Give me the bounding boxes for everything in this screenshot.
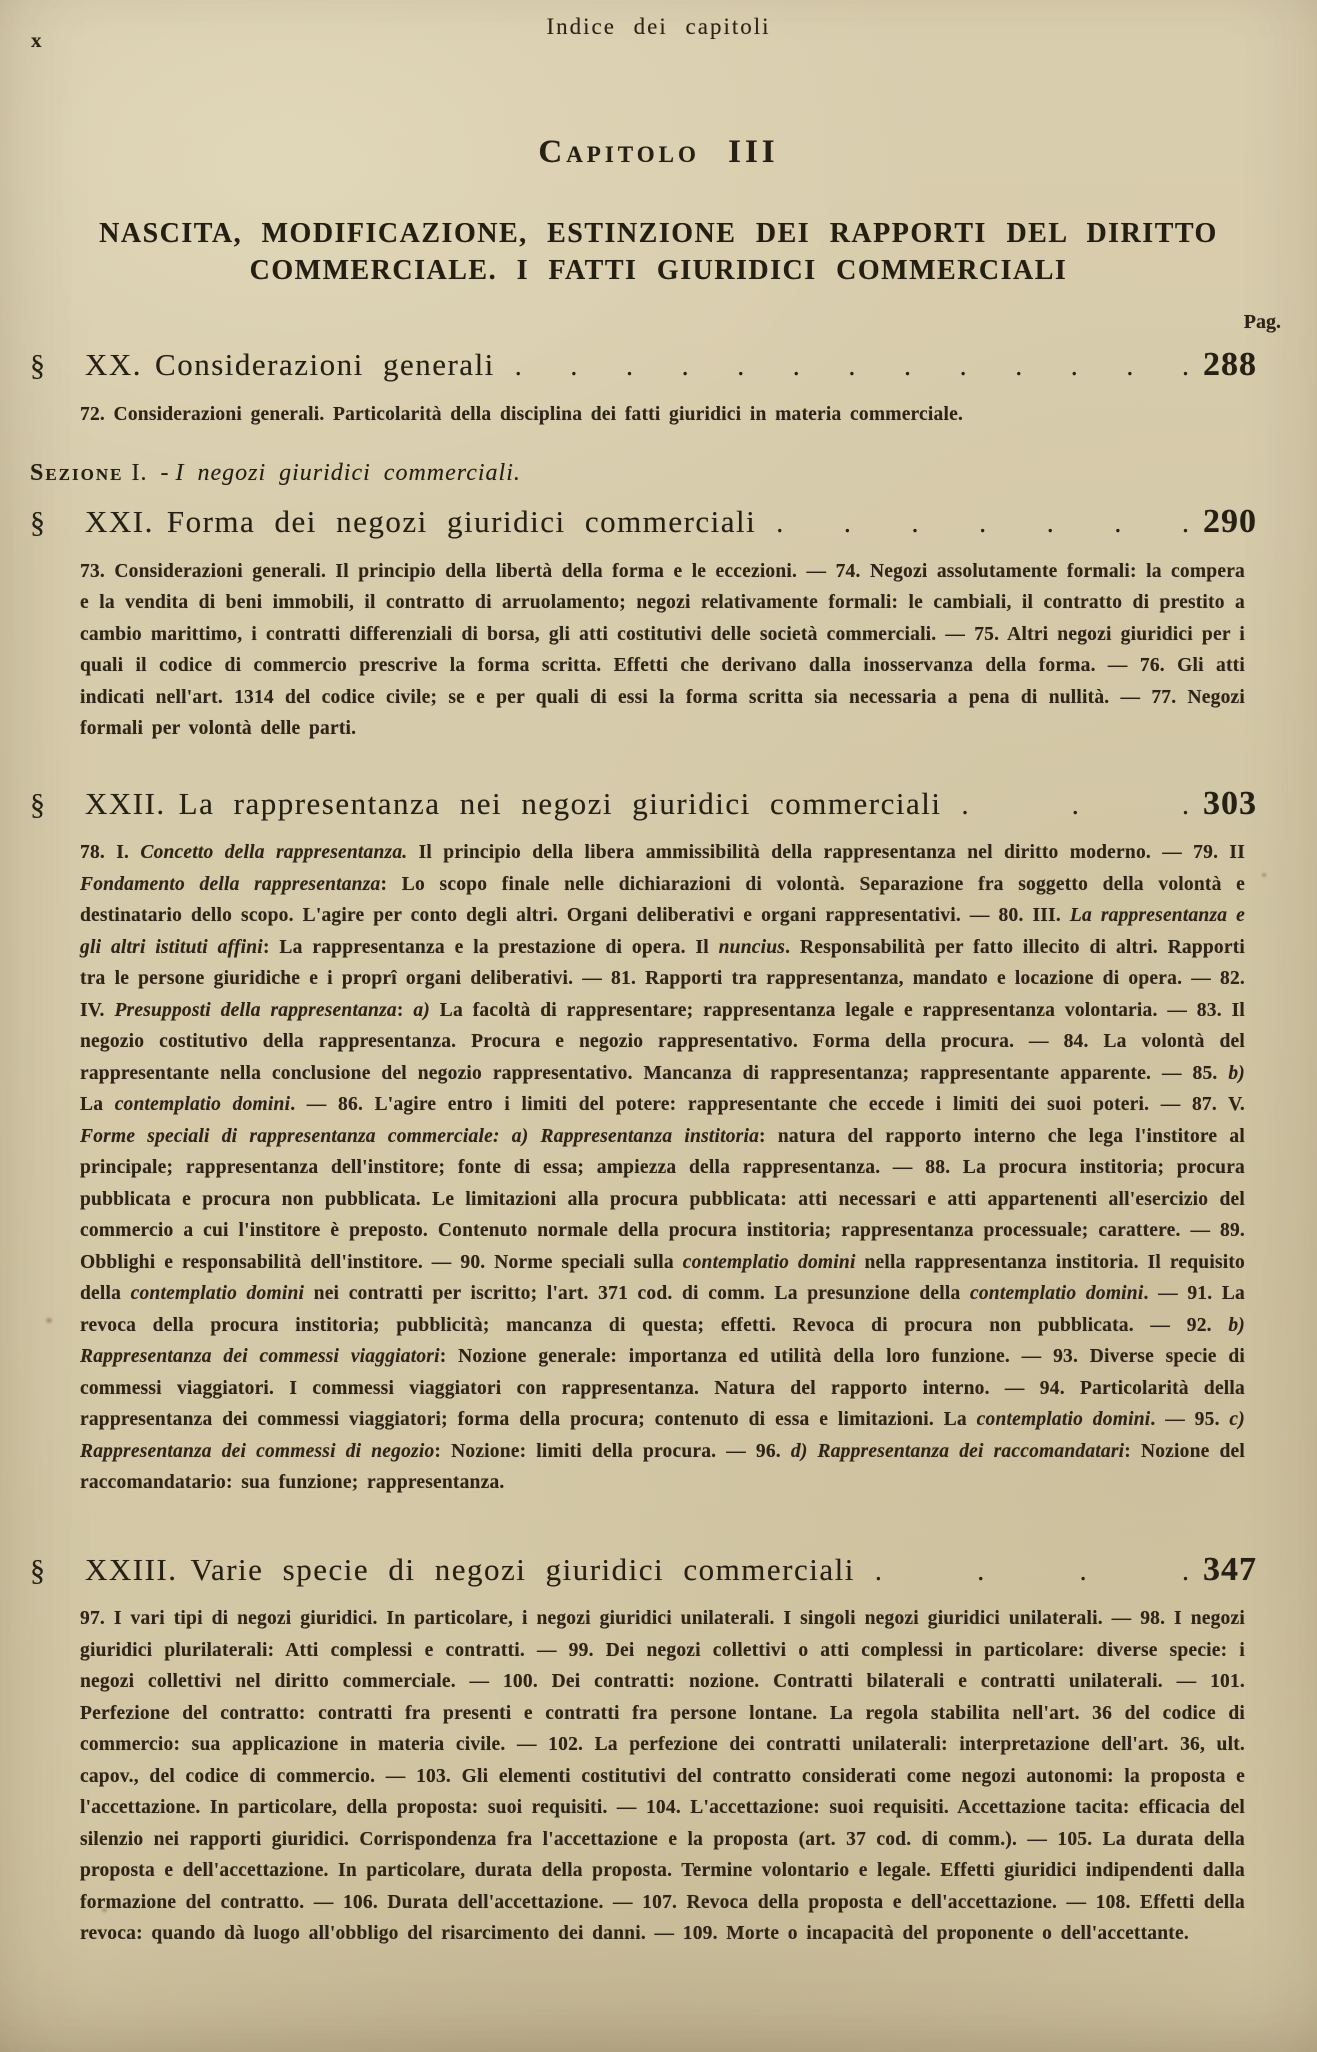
toc-entry-xxi	[0, 501, 1317, 745]
entry-numeral: XXIII.	[85, 1551, 178, 1587]
section-numeral: I. -	[131, 460, 170, 486]
chapter-title-line1: NASCITA, MODIFICAZIONE, ESTINZIONE DEI RAPPORTI DEL DIRITTO	[99, 218, 1218, 249]
entry-numeral: XX.	[85, 347, 143, 382]
section-title: I negozi giuridici commerciali.	[175, 460, 521, 486]
entry-numeral: XXI.	[85, 504, 154, 539]
entry-page-number: 303	[1203, 784, 1257, 822]
entry-title: La rappresentanza nei negozi giuridici commerciali	[178, 785, 942, 821]
chapter-title-line2: COMMERCIALE. I FATTI GIURIDICI COMMERCIALI	[249, 255, 1068, 286]
leader-dots: . . .	[961, 789, 1189, 821]
leader-dots: . . . . . . .	[776, 508, 1189, 539]
section-heading	[30, 460, 1317, 487]
toc-entry-xxii	[0, 783, 1317, 1499]
entry-summary: 97. I vari tipi di negozi giuridici. In particolare, i negozi giuridici unilaterali. I singoli negozi giuridici unilaterali. — 98. I negozi giuridici plurilaterali: Atti complessi e contratti. — 99. Dei negozi collettivi o atti complessi in particolare: diverse specie: i negozi collettivi nel diritto commerciale. — 100. Dei contratti: nozione. Contratti bilaterali e contratti unilaterali. — 101. Perfezione del contratto: contratti fra presenti e contratti fra persone lontane. La regola stabilita nell'art. 36 del codice di commercio: sua applicazione in materia civile. — 102. La perfezione dei contratti unilaterali: interpretazione dell'art. 36, ult. capov., del codice di commercio. — 103. Gli elementi costitutivi del contratto considerati come negozi autonomi: la proposta e l'accettazione. In particolare, della proposta: suoi requisiti. — 104. L'accettazione: suoi requisiti. Accettazione tacita: efficacia del silenzio nei rapporti giuridici. Corrispondenza fra l'accettazione e la proposta (art. 37 cod. di comm.). — 105. La durata della proposta e dell'accettazione. In particolare, durata della proposta. Termine volontario e legale. Effetti giuridici indipendenti dalla formazione del contratto. — 106. Durata dell'accettazione. — 107. Revoca della proposta e dell'accettazione. — 108. Effetti della revoca: quando dà luogo all'obbligo del risarcimento dei danni. — 109. Morte o incapacità del proponente o dell'accettante.	[80, 1608, 1245, 1944]
entry-title: Varie specie di negozi giuridici commerciali	[190, 1551, 855, 1587]
paper-speck	[102, 1908, 107, 1912]
toc-entry-heading	[30, 783, 1257, 826]
section-symbol: §	[30, 506, 47, 539]
paper-speck	[46, 1318, 52, 1323]
entry-summary: 78. I. Concetto della rappresentanza. Il principio della libera ammissibilità della rappresentanza nel diritto moderno. — 79. II Fondamento della rappresentanza: Lo scopo finale nelle dichiarazioni di volontà. Separazione fra soggetto della volontà e destinatario dello scopo. L'agire per conto degli altri. Organi deliberativi e organi rappresentativi. — 80. III. La rappresentanza e gli altri istituti affini: La rappresentanza e la prestazione di opera. Il nuncius. Responsabilità per fatto illecito di altri. Rapporti tra le persone giuridiche e i proprî organi deliberativi. — 81. Rapporti tra rappresentanza, mandato e locazione di opera. — 82. IV. Presupposti della rappresentanza: a) La facoltà di rappresentare; rappresentanza legale e rappresentanza volontaria. — 83. Il negozio costitutivo della rappresentanza. Procura e negozio rappresentativo. Forma della procura. — 84. La volontà del rappresentante nella conclusione del negozio rappresentativo. Mancanza di rappresentanza; rappresentante apparente. — 85. b) La contemplatio domini. — 86. L'agire entro i limiti del potere: rappresentante che eccede i limiti dei suoi poteri. — 87. V. Forme speciali di rappresentanza commerciale: a) Rappresentanza institoria: natura del rapporto interno che lega l'institore al principale; rappresentanza dell'institore; fonte di essa; ampiezza della rappresentanza. — 88. La procura institoria; procura pubblicata e procura non pubblicata. Le limitazioni alla procura pubblicata: atti necessari e atti appartenenti all'esercizio del commercio a cui l'institore è preposto. Contenuto normale della procura institoria; rappresentanza processuale; carattere. — 89. Obblighi e responsabilità dell'institore. — 90. Norme speciali sulla contemplatio domini nella rappresentanza institoria. Il requisito della contemplatio domini nei contratti per iscritto; l'art. 371 cod. di comm. La presunzione della contemplatio domini. — 91. La revoca della procura institoria; pubblicità; mancanza di questa; effetti. Revoca di procura non pubblicata. — 92. b) Rappresentanza dei commessi viaggiatori: Nozione generale: importanza ed utilità della loro funzione. — 93. Diverse specie di commessi viaggiatori. I commessi viaggiatori con rappresentanza. Natura del rapporto interno. — 94. Particolarità della rappresentanza dei commessi viaggiatori; forma della procura; contenuto di essa e limitazioni. La contemplatio domini. — 95. c) Rappresentanza dei commessi di negozio: Nozione: limiti della procura. — 96. d) Rappresentanza dei raccomandatari: Nozione del raccomandatario: sua funzione; rappresentanza.	[80, 842, 1246, 1493]
toc-entry-heading	[30, 501, 1257, 544]
section-symbol: §	[30, 787, 47, 821]
toc-entry-xxiii	[0, 1549, 1317, 1950]
entry-title: Forma dei negozi giuridici commerciali	[166, 504, 757, 539]
entry-summary: 73. Considerazioni generali. Il principio della libertà della forma e le eccezioni. — 74. Negozi assolutamente formali: la compera e la vendita di beni immobili, il contratto di arruolamento; negozi relativamente formali: le cambiali, il contratto di prestito a cambio marittimo, i contratti differenziali di borsa, gli atti costitutivi delle società commerciali. — 75. Altri negozi giuridici per i quali il codice di commercio prescrive la forma scritta. Effetti che derivano dalla inosservanza della forma. — 76. Gli atti indicati nell'art. 1314 del codice civile; se e per quali di essi la forma scritta sia necessaria a pena di nullità. — 77. Negozi formali per volontà delle parti.	[80, 560, 1245, 739]
section-symbol: §	[30, 349, 47, 382]
entry-page-number: 347	[1203, 1550, 1257, 1588]
entry-title: Considerazioni generali	[155, 347, 495, 382]
leader-dots: . . . .	[874, 1555, 1189, 1587]
chapter-kicker: Capitolo III	[538, 134, 779, 170]
page-number: x	[31, 28, 42, 52]
section-label: Sezione	[30, 460, 124, 486]
running-title: Indice dei capitoli	[546, 14, 771, 39]
entry-page-number: 290	[1203, 503, 1257, 540]
toc-entry-xx	[0, 344, 1317, 430]
toc-entry-heading	[30, 344, 1257, 387]
entry-summary: 72. Considerazioni generali. Particolarità della disciplina dei fatti giuridici in materia commerciale.	[80, 403, 964, 425]
section-symbol: §	[30, 1553, 47, 1587]
toc-entry-heading	[30, 1549, 1257, 1592]
entry-page-number: 288	[1203, 346, 1257, 383]
chapter-title	[0, 215, 1317, 289]
entry-numeral: XXII.	[85, 785, 166, 821]
page-header	[0, 0, 1317, 52]
paper-speck	[1262, 873, 1266, 877]
page-column-label: Pag.	[1243, 311, 1281, 333]
leader-dots: . . . . . . . . . . . . .	[514, 351, 1189, 382]
